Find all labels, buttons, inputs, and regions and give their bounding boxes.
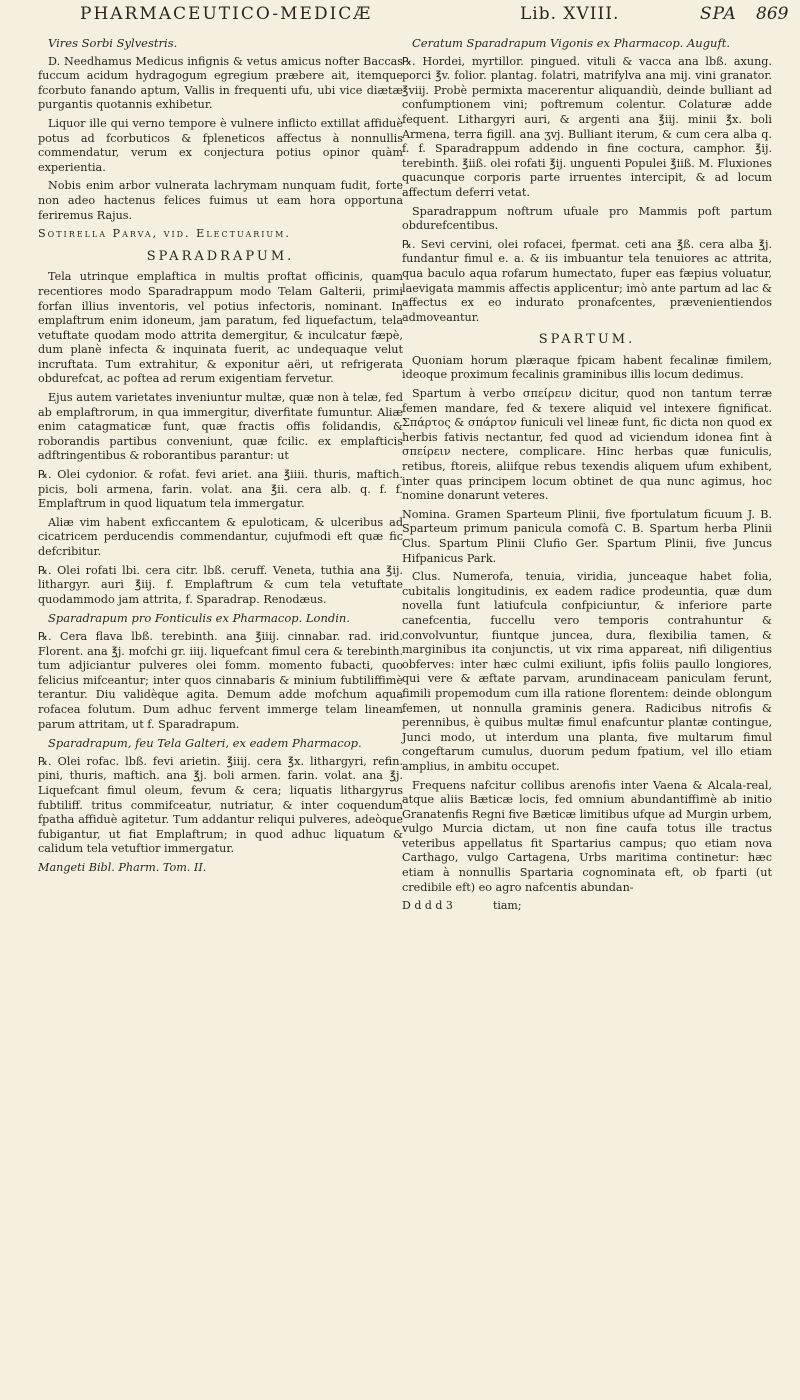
subheading: Sparadrapum, feu Tela Galteri, ex eadem Pharmacop. (48, 736, 362, 751)
section-heading: SPARADRAPUM. (146, 248, 295, 264)
paragraph: Quoniam horum plæraque fpicam habent fecalinæ fimilem, ideoque proximum fecalinis graminibus illis locum dedimus. (402, 353, 772, 382)
paragraph: Clus. Numerofa, tenuia, viridia, junceaque habet folia, cubitalis longitudinis, ex eadem radice prodeuntia, quæ dum novella funt latiufcula confpiciuntur, & inferiore parte canefcentia, fuccellu vero temporis contrahuntur & convolvuntur, fiuntque juncea, dura, flexibilia tamen, & marginibus ita conjunctis, ut vix rima appareat, nifi diligentius obferves: inter hæc culmi exiliunt, ipfis foliis paullo longiores, qui vere & æftate parvam, arundinaceam paniculam ferunt, fimili propemodum cum illa ratione florentem: deinde oblongum femen, ut nonnulla graminis genera. Radicibus nitrofis & perennibus, è quibus multæ fimul enafcuntur plantæ contingue, Junci modo, ut interdum una planta, five multarum fimul congeftarum cumulus, duorum pedum fpatium, vel illo etiam amplius, in ambitu occupet. (402, 570, 772, 773)
recipe-paragraph: ℞. Cera flava lbß. terebinth. ana ℥iiij. cinnabar. rad. irid. Florent. ana ℥j. mofchi gr. iiij. liquefcant fimul cera & terebinth. tum adjiciantur pulveres olei fomm. momento fubacti, quo felicius mifceantur; inter quos cinnabaris & minium fubtiliffimè terantur. Diu validèque agita. Demum adde mofchum aqua rofacea folutum. Dum adhuc fervent immerge telam lineam parum attritam, ut f. Sparadrapum. (38, 629, 403, 731)
catchword: tiam; (492, 899, 522, 913)
page-number: 869 (756, 4, 789, 24)
cross-reference: Sotirella Parva, vid. Electuarium. (38, 227, 291, 241)
running-title: PHARMACEUTICO-MEDICÆ (80, 4, 373, 24)
section-keyword: SPA (700, 4, 737, 24)
recipe-paragraph: ℞. Sevi cervini, olei rofacei, fpermat. ceti ana ℥ß. cera alba ℥j. fundantur fimul e. a. & iis imbuantur tela tenuiores ac attrita, qua baculo aqua rofarum humectato, fuper eas fæpius voluatur, laevigata mammis affectis applicentur; imò ante partum ad lac & affectus ex eo indurato pronafcentes, prævenientiendos admoveantur. (402, 237, 772, 324)
subheading: Ceratum Sparadrapum Vigonis ex Pharmacop. Auguft. (412, 36, 731, 50)
catchline (402, 899, 772, 914)
paragraph: Aliæ vim habent exficcantem & epuloticam, & ulceribus ad cicatricem perducendis commendantur, cujufmodi eft quæ fic defcribitur. (38, 515, 403, 558)
paragraph: Frequens nafcitur collibus arenofis inter Vaena & Alcala-real, atque aliis Bæticæ locis, fed omnium abundantiffimè ab initio Granatenfis Regni five Bæticæ limitibus ufque ad Murgin urbem, vulgo Murcia dictam, ut non fine caufa totus ille tractus veteribus appellatus fit Spartarius campus; quo etiam nova Carthago, vulgo Cartagena, Urbs maritima continetur: hæc etiam à nonnullis Spartaria cognominata eft, ob fparti (ut credibile eft) eo agro nafcentis abundan- (402, 778, 772, 894)
book-number: Lib. XVIII. (520, 4, 620, 24)
section-heading: SPARTUM. (538, 332, 636, 348)
paragraph: Sparadrappum noftrum ufuale pro Mammis poft partum obdurefcentibus. (402, 204, 772, 233)
paragraph: Liquor ille qui verno tempore è vulnere inflicto extillat affiduè potus ad fcorbuticos & fpleneticos affectus à nonnullis commendatur, verum ex conjectura potius opinor quàm experientia. (38, 116, 403, 174)
recipe-paragraph: ℞. Hordei, myrtillor. pingued. vituli & vacca ana lbß. axung. porci ℥v. folior. plantag. folatri, matrifylva ana mij. vini granator. ℥viij. Probè permixta macerentur aliquandiù, deinde bulliant ad confumptionem vini; poftremum colentur. Colaturæ adde fequent. Lithargyri auri, & argenti ana ℥iij. minii ℥x. boli Armena, terra figill. ana ʒvj. Bulliant iterum, & cum cera alba q. f. f. Sparadrappum addendo in fine coctura, camphor. ℥ij. terebinth. ℥iiß. olei rofati ℥ij. unguenti Populei ℥iiß. M. Fluxiones quacunque corporis parte irruentes intercipit, & ad locum affectum deferri vetat. (402, 54, 772, 199)
paragraph: Tela utrinque emplaftica in multis proftat officinis, quam recentiores modo Sparadrappum modo Telam Galterii, primi forfan illius inventoris, vel potius infectoris, nominant. In emplaftrum enim idoneum, jam paratum, fed liquefactum, tela vetuftate quodam modo attrita demergitur, & inculcatur fæpè, dum planè infecta & inquinata fuerit, ac undequaque velut incruftata. Tum extrahitur, & exponitur aëri, ut refrigerata obdurefcat, ac poftea ad rerum exigentiam fervetur. (38, 270, 403, 386)
subheading: Sparadrapum pro Fonticulis ex Pharmacop. Londin. (48, 611, 350, 626)
subheading: Vires Sorbi Sylvestris. (48, 36, 178, 50)
running-head (80, 4, 789, 28)
paragraph: Spartum à verbo σπείρειν dicitur, quod non tantum terræ femen mandare, fed & texere aliquid vel intexere fignificat. Σπάρτος & σπάρτον funiculi vel lineæ funt, fic dicta non quod ex herbis fativis nectantur, fed quod ad viciendum idonea fint à σπείρειν nectere, complicare. Hinc herbas quæ funiculis, retibus, ftoreis, aliifque rebus texendis aliquem ufum exhibent, inter quas principem locum obtinet de qua nunc agimus, hoc nomine donarunt veteres. (402, 387, 772, 503)
paragraph: Ejus autem varietates inveniuntur multæ, quæ non à telæ, fed ab emplaftrorum, in qua immergitur, diverfitate fumuntur. Aliæ enim catagmaticæ funt, quæ fractis offis folidandis, & roborandis partibus conveniunt, quæ fcilic. ex emplafticis adftringentibus & roborantibus parantur: ut (38, 391, 403, 463)
recipe-paragraph: Nomina. Gramen Sparteum Plinii, five fportulatum ficuum J. B. Sparteum primum panicula comofà C. B. Spartum herba Plinii Clus. Spartum Plinii Clufio Ger. Spartum Plinii, five Juncus Hifpanicus Park. (402, 507, 772, 565)
source-citation: Mangeti Bibl. Pharm. Tom. II. (38, 860, 207, 874)
paragraph: Nobis enim arbor vulnerata lachrymam nunquam fudit, forte non adeo hactenus felices fuimus ut eam hora opportuna feriremus Rajus. (38, 179, 403, 222)
paragraph: D. Needhamus Medicus infignis & vetus amicus nofter Baccas fuccum acidum hydragogum egregium præbere ait, itemque fcorbuto fanando aptum, Vallis in frequenti ufu, ubi vice diætæ purgantis quotannis exhibetur. (38, 54, 403, 112)
recipe-paragraph: ℞. Olei rofac. lbß. fevi arietin. ℥iiij. cera ℥x. lithargyri, refin. pini, thuris, maftich. ana ℥j. boli armen. farin. volat. ana ℥j. Liquefcant fimul oleum, fevum & cera; liquatis lithargyrus fubtiliff. tritus commifceatur, nutriatur, & inter coquendum fpatha affiduè agitetur. Tum addantur reliqui pulveres, adeòque fubigantur, ut fiat Emplaftrum; in quod adhuc liquatum & calidum tela vetuftior immergatur. (38, 754, 403, 856)
signature-mark: D d d d 3 (402, 899, 453, 913)
recipe-paragraph: ℞. Olei cydonior. & rofat. fevi ariet. ana ℥iiii. thuris, maftich. picis, boli armena, farin. volat. ana ℥ii. cera alb. q. f. f. Emplaftrum in quod liquatum tela immergatur. (38, 468, 403, 511)
right-column (402, 36, 772, 918)
recipe-paragraph: ℞. Olei rofati lbi. cera citr. lbß. ceruff. Veneta, tuthia ana ℥ij. lithargyr. auri ℥iij. f. Emplaftrum & cum tela vetuftate quodammodo jam attrita, f. Sparadrap. Renodæus. (38, 563, 403, 606)
left-column (38, 36, 403, 879)
